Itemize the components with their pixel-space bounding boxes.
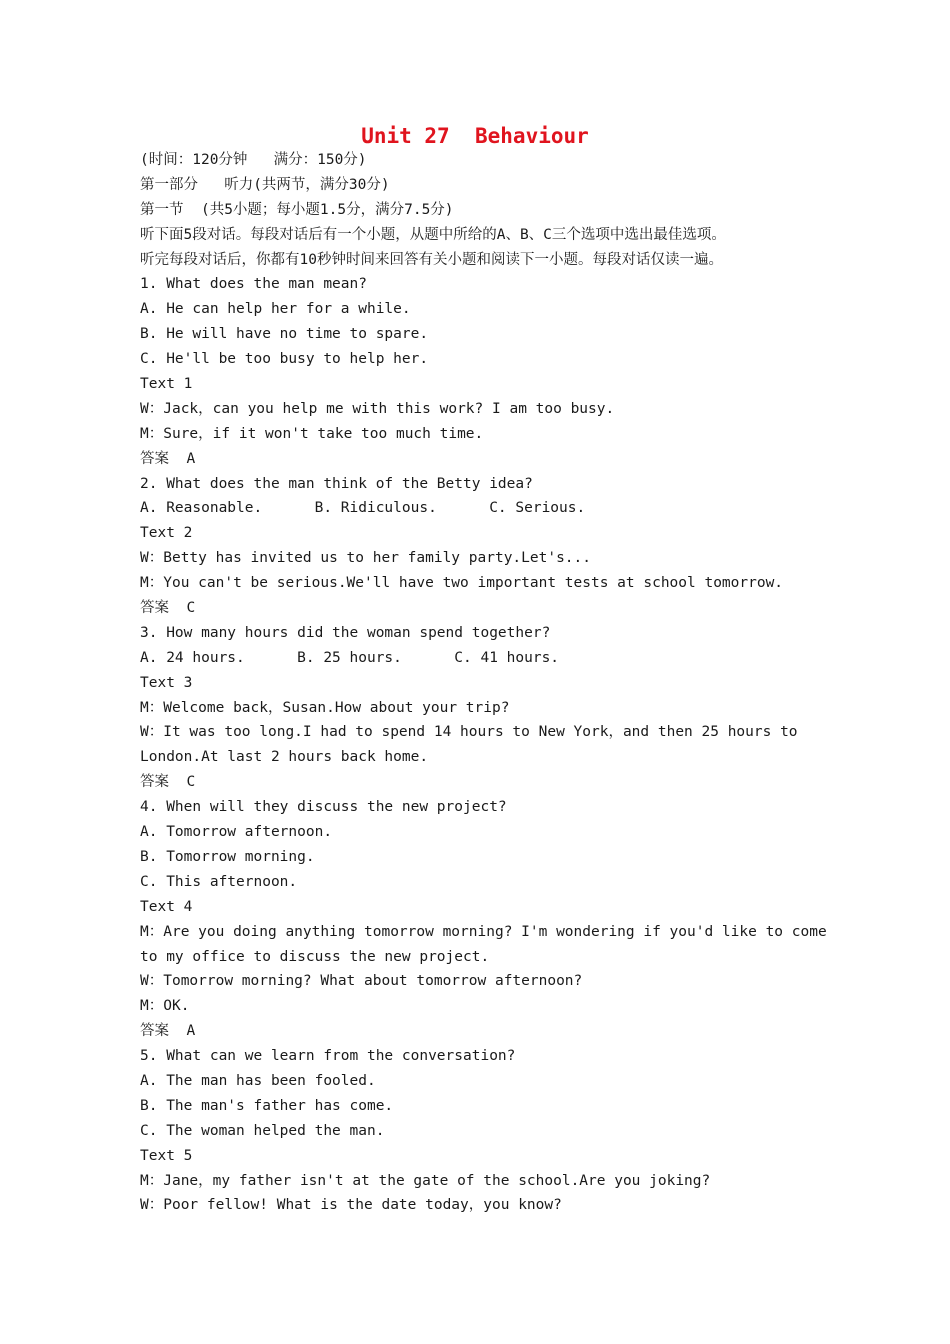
question-line: 2. What does the man think of the Betty idea? — [140, 475, 533, 492]
answer-line: 答案 A — [140, 450, 196, 467]
option-line: C. He'll be too busy to help her. — [140, 351, 429, 368]
question-line: 5. What can we learn from the conversation? — [140, 1048, 516, 1065]
text-label: Text 3 — [140, 674, 193, 691]
option-line: A. 24 hours. B. 25 hours. C. 41 hours. — [140, 649, 560, 666]
dialogue-line: M：Sure，if it won't take too much time. — [140, 425, 484, 442]
section-heading: 第一节 (共5小题；每小题1.5分，满分7.5分) — [140, 201, 454, 218]
text-label: Text 2 — [140, 525, 193, 542]
option-line: A. Tomorrow afternoon. — [140, 824, 333, 841]
answer-line: 答案 A — [140, 1023, 196, 1040]
dialogue-line: W：It was too long.I had to spend 14 hours to New York，and then 25 hours to — [140, 724, 798, 741]
option-line: A. He can help her for a while. — [140, 301, 411, 318]
question-line: 4. When will they discuss the new project? — [140, 799, 507, 816]
dialogue-line: W：Betty has invited us to her family party.Let's... — [140, 550, 591, 567]
dialogue-line: W：Tomorrow morning? What about tomorrow afternoon? — [140, 973, 583, 990]
text-label: Text 1 — [140, 376, 193, 393]
dialogue-line: London.At last 2 hours back home. — [140, 749, 429, 766]
option-line: A. The man has been fooled. — [140, 1072, 376, 1089]
option-line: C. This afternoon. — [140, 873, 298, 890]
option-line: A. Reasonable. B. Ridiculous. C. Serious. — [140, 500, 586, 517]
question-line: 3. How many hours did the woman spend together? — [140, 624, 551, 641]
dialogue-line: W：Poor fellow! What is the date today，you know? — [140, 1197, 562, 1214]
dialogue-line: W：Jack，can you help me with this work? I am too busy. — [140, 400, 615, 417]
answer-line: 答案 C — [140, 600, 196, 617]
dialogue-line: M：OK. — [140, 998, 190, 1015]
instruction-line: 听完每段对话后，你都有10秒钟时间来回答有关小题和阅读下一小题。每段对话仅读一遍。 — [140, 251, 723, 268]
document-body — [140, 148, 830, 1218]
part-heading: 第一部分 听力(共两节，满分30分) — [140, 176, 390, 193]
option-line: B. The man's father has come. — [140, 1097, 394, 1114]
text-label: Text 4 — [140, 898, 193, 915]
exam-info-line: (时间：120分钟 满分：150分) — [140, 152, 367, 168]
dialogue-line: M：Are you doing anything tomorrow morning? I'm wondering if you'd like to come — [140, 923, 827, 940]
dialogue-line: to my office to discuss the new project. — [140, 948, 490, 965]
question-line: 1. What does the man mean? — [140, 276, 367, 293]
text-label: Text 5 — [140, 1147, 193, 1164]
answer-line: 答案 C — [140, 774, 196, 791]
page-title: Unit 27 Behaviour — [361, 124, 589, 148]
option-line: B. He will have no time to spare. — [140, 326, 429, 343]
option-line: B. Tomorrow morning. — [140, 848, 315, 865]
dialogue-line: M：You can't be serious.We'll have two important tests at school tomorrow. — [140, 575, 784, 592]
instruction-line: 听下面5段对话。每段对话后有一个小题，从题中所给的A、B、C三个选项中选出最佳选项。 — [140, 226, 726, 243]
option-line: C. The woman helped the man. — [140, 1122, 385, 1139]
dialogue-line: M：Jane，my father isn't at the gate of the school.Are you joking? — [140, 1172, 711, 1189]
dialogue-line: M：Welcome back，Susan.How about your trip? — [140, 699, 510, 716]
